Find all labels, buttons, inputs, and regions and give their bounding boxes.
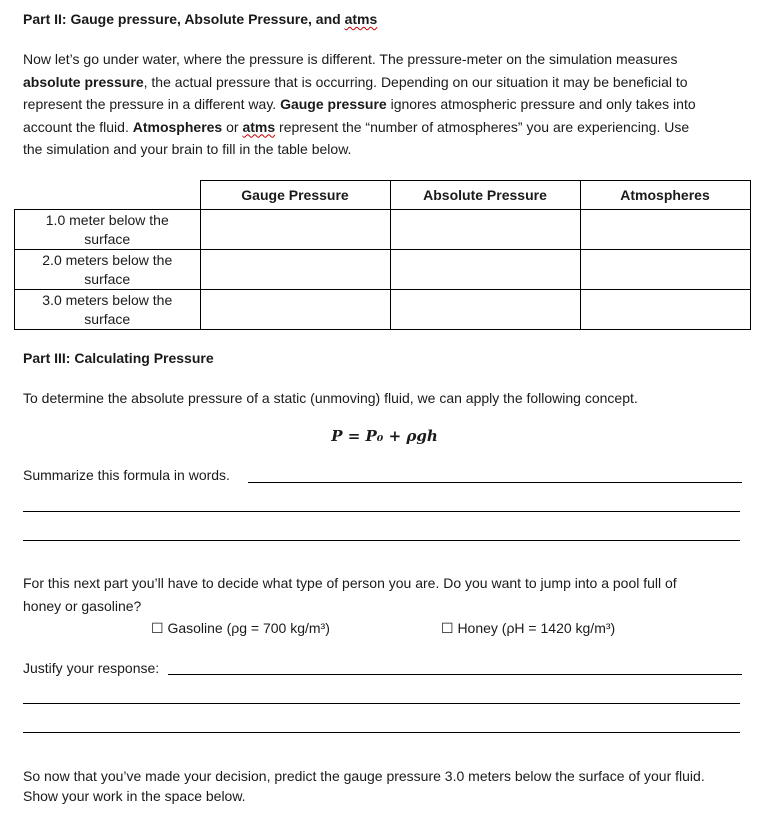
honey-option[interactable]: ☐ Honey (ρH = 1420 kg/m³) — [441, 620, 616, 636]
cell-gauge-2m[interactable] — [200, 250, 390, 290]
justify-answer-line-1[interactable] — [168, 674, 742, 675]
table-row — [15, 210, 751, 250]
term-absolute-pressure: absolute pressure — [23, 73, 144, 90]
justify-answer-line-2[interactable] — [23, 703, 740, 704]
row-label-line: surface — [84, 270, 131, 287]
part2-line-3-a: represent the pressure in a different way. — [23, 96, 281, 112]
pressure-table — [14, 180, 751, 330]
cell-atmospheres-3m[interactable] — [580, 290, 750, 330]
table-row — [15, 290, 751, 330]
part2-line-2 — [23, 71, 753, 94]
part2-heading-atms: atms — [344, 11, 378, 27]
header-atmospheres: Atmospheres — [580, 181, 750, 210]
part3-intro: To determine the absolute pressure of a static (unmoving) fluid, we can apply the following concept. — [23, 390, 638, 406]
pressure-formula: P = P₀ + ρgh — [331, 427, 438, 445]
part2-heading — [23, 11, 377, 27]
header-gauge-pressure: Gauge Pressure — [200, 181, 390, 210]
term-atms: atms — [242, 118, 276, 135]
part2-line-5: the simulation and your brain to fill in the table below. — [23, 141, 352, 157]
summarize-answer-line-3[interactable] — [23, 540, 740, 541]
row-label-3m — [15, 290, 201, 330]
row-label-line: surface — [84, 310, 131, 327]
part2-line-4-c: represent the “number of atmospheres” you are experiencing. Use — [275, 118, 690, 135]
cell-absolute-1m[interactable] — [390, 210, 580, 250]
term-gauge-pressure: Gauge pressure — [280, 96, 387, 112]
row-label-line: 1.0 meter below the — [45, 211, 169, 228]
row-label-line: surface — [84, 230, 131, 247]
part3-heading: Part III: Calculating Pressure — [23, 350, 214, 366]
part2-paragraph — [23, 48, 753, 161]
part2-line-3 — [23, 93, 753, 116]
final-instructions — [23, 766, 763, 806]
cell-atmospheres-1m[interactable] — [580, 210, 750, 250]
part2-heading-text: Part II: Gauge pressure, Absolute Pressure, and — [23, 11, 345, 27]
table-corner-cell — [15, 181, 201, 210]
part2-line-3-b: ignores atmospheric pressure and only takes into — [386, 96, 696, 112]
part2-line-4 — [23, 116, 753, 139]
final-line-1: So now that you’ve made your decision, predict the gauge pressure 3.0 meters below the surface of your fluid. — [23, 768, 705, 784]
row-label-1m — [15, 210, 201, 250]
summarize-answer-line-1[interactable] — [248, 482, 742, 483]
part2-line-4-a: account the fluid. — [23, 118, 133, 135]
part2-line-2-rest: , the actual pressure that is occurring. Depending on our situation it may be beneficial to — [143, 73, 688, 90]
cell-absolute-2m[interactable] — [390, 250, 580, 290]
cell-atmospheres-2m[interactable] — [580, 250, 750, 290]
header-absolute-pressure: Absolute Pressure — [390, 181, 580, 210]
table-row — [15, 250, 751, 290]
cell-gauge-3m[interactable] — [200, 290, 390, 330]
summarize-prompt: Summarize this formula in words. — [23, 467, 230, 483]
justify-prompt: Justify your response: — [23, 660, 160, 676]
choice-paragraph — [23, 572, 758, 617]
part2-line-4-b: or — [222, 118, 243, 135]
cell-gauge-1m[interactable] — [200, 210, 390, 250]
gasoline-option[interactable]: ☐ Gasoline (ρg = 700 kg/m³) — [151, 620, 330, 636]
choice-line-1: For this next part you’ll have to decide what type of person you are. Do you want to jump into a pool full of — [23, 575, 677, 591]
part2-line-1: Now let’s go under water, where the pressure is different. The pressure-meter on the simulation measures — [23, 51, 678, 67]
row-label-line: 2.0 meters below the — [42, 251, 173, 268]
table-header-row — [15, 181, 751, 210]
term-atmospheres: Atmospheres — [132, 118, 223, 135]
row-label-2m — [15, 250, 201, 290]
cell-absolute-3m[interactable] — [390, 290, 580, 330]
justify-answer-line-3[interactable] — [23, 732, 740, 733]
row-label-line: 3.0 meters below the — [42, 291, 173, 308]
choice-line-2: honey or gasoline? — [23, 597, 142, 614]
summarize-answer-line-2[interactable] — [23, 511, 740, 512]
final-line-2: Show your work in the space below. — [23, 788, 246, 804]
